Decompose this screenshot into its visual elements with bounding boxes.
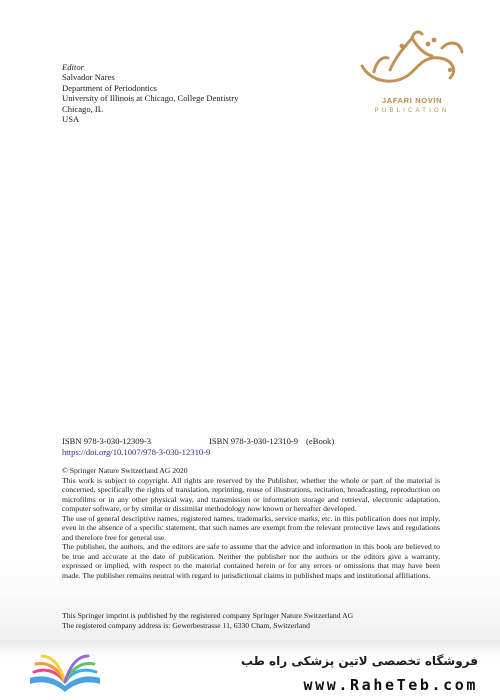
editor-name: Salvador Nares [62, 72, 115, 83]
logo-brand-text: JAFARI NOVIN [381, 96, 443, 105]
legal-paragraph-names: The use of general descriptive names, registered names, trademarks, service marks, etc. in this publication does not imply, even in the absence of a specific statement, that such names are exempt from the relevant protective laws and regulations and therefore free for general use. [62, 513, 440, 542]
open-book-icon [24, 652, 106, 696]
store-name: فروشگاه تخصصی لاتین پزشکی راه طب [240, 654, 478, 668]
store-url[interactable]: www.RaheTeb.com [303, 676, 478, 694]
isbn-ebook: ISBN 978-3-030-12310-9 [209, 436, 299, 446]
isbn-block [62, 436, 334, 457]
copyright-line: © Springer Nature Switzerland AG 2020 [62, 466, 188, 475]
calligraphy-logo-icon [354, 26, 470, 98]
editor-department: Department of Periodontics [62, 82, 157, 93]
legal-paragraph-rights: This work is subject to copyright. All rights are reserved by the Publisher, whether the whole or part of the material is concerned, specifically the rights of translation, reprinting, reuse of illustrations, recitation, broadcasting, reproduction on microfilms or in any other physical way, and transmission or information storage and retrieval, electronic adaptation, computer software, or by similar or dissimilar methodology now known or hereafter developed. [62, 475, 440, 514]
publisher-logo [354, 26, 470, 126]
isbn-print: ISBN 978-3-030-12309-3 [62, 436, 152, 446]
imprint-info [62, 611, 353, 630]
imprint-line-2: The registered company address is: Gewerbestrasse 11, 6330 Cham, Switzerland [62, 620, 310, 630]
doi-link[interactable]: https://doi.org/10.1007/978-3-030-12310-9 [62, 446, 211, 457]
logo-subtitle-text: PUBLICATION [374, 108, 450, 114]
imprint-line-1: This Springer imprint is published by the registered company Springer Nature Switzerland AG [62, 611, 354, 620]
editor-city: Chicago, IL [62, 103, 104, 114]
legal-paragraph-disclaimer: The publisher, the authors, and the editors are safe to assume that the advice and information in this book are believed to be true and accurate at the date of publication. Neither the publisher nor the authors or the editors give a warranty, expressed or implied, with respect to the material contained herein or for any errors or omissions that may have been made. The publisher remains neutral with regard to jurisdictional claims in published maps and institutional affiliations. [62, 542, 440, 581]
isbn-ebook-type: (eBook) [306, 436, 335, 446]
store-banner [0, 640, 500, 700]
editor-role: Editor [62, 62, 84, 72]
editor-info [62, 62, 238, 124]
legal-notice [62, 466, 440, 581]
editor-country: USA [62, 114, 80, 125]
editor-institution: University of Illinois at Chicago, College Dentistry [62, 93, 239, 104]
